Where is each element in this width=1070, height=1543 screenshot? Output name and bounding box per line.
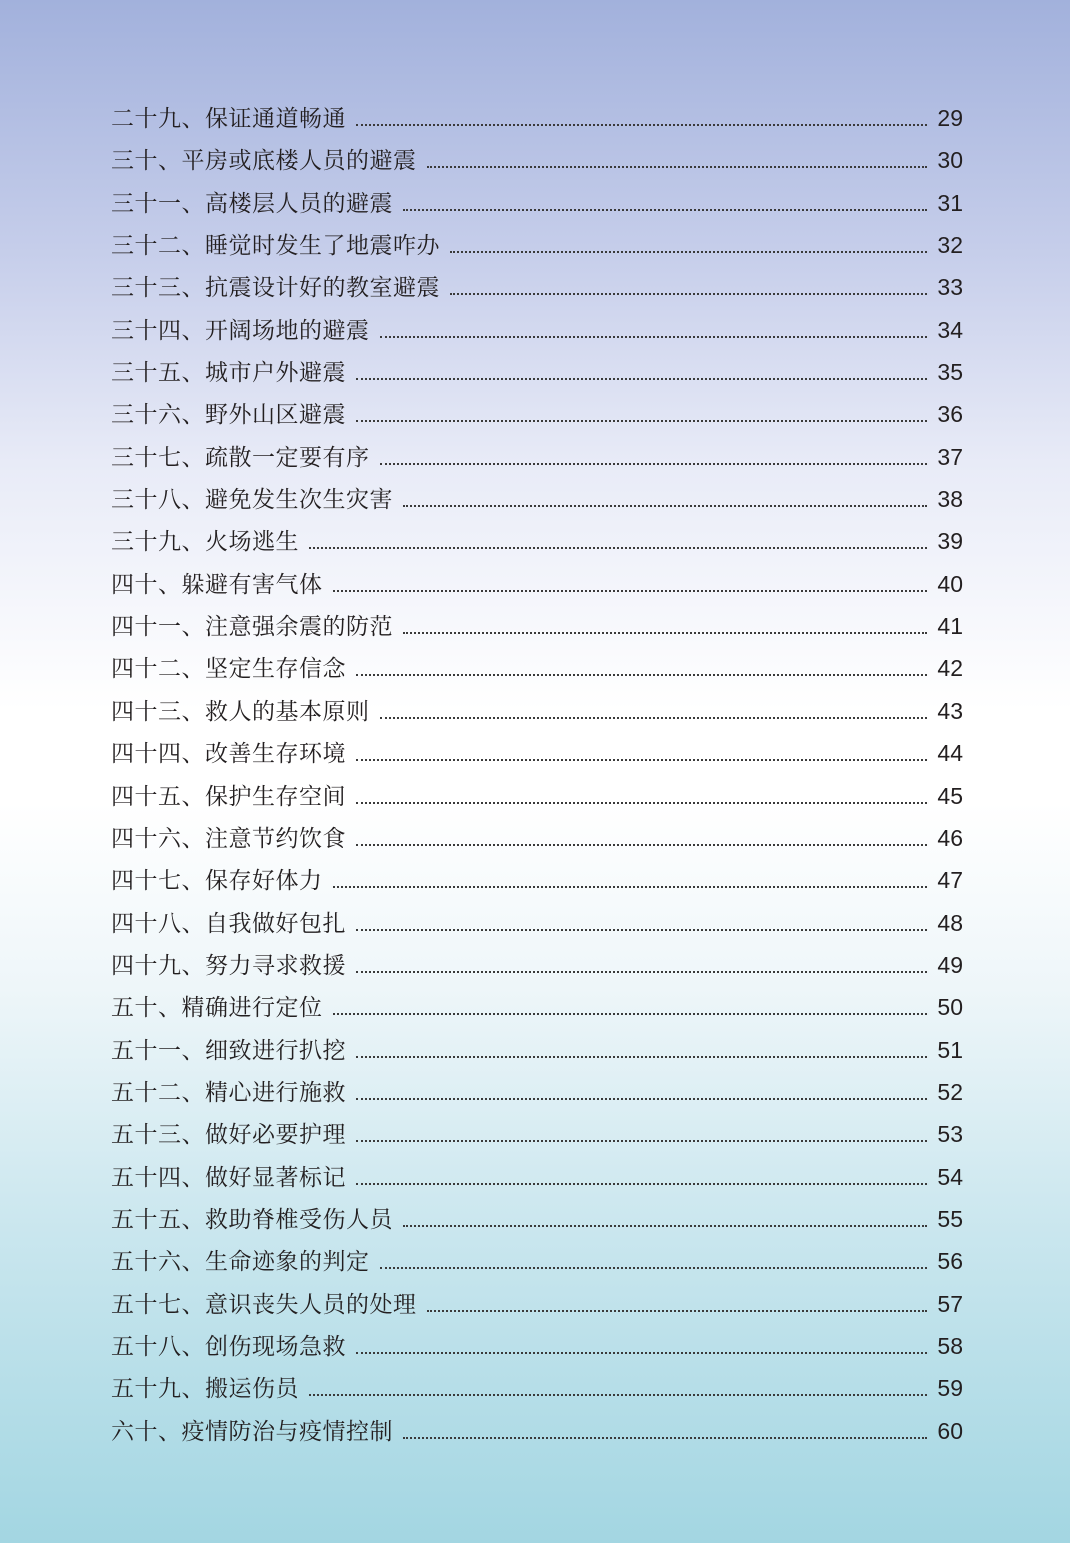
dot-leader	[356, 1140, 927, 1142]
toc-entry-title: 三十七、疏散一定要有序	[111, 444, 370, 471]
dot-leader	[403, 505, 927, 507]
toc-entry-title: 三十六、野外山区避震	[111, 402, 346, 429]
toc-entry-title: 四十六、注意节约饮食	[111, 825, 346, 852]
toc-entry-title: 三十五、城市户外避震	[111, 360, 346, 387]
toc-entry-page-number: 31	[937, 189, 963, 216]
toc-entry-title: 五十三、做好必要护理	[111, 1122, 346, 1149]
toc-entry[interactable]	[111, 309, 963, 351]
dot-leader	[333, 886, 928, 888]
toc-entry[interactable]	[111, 139, 963, 181]
dot-leader	[403, 1437, 927, 1439]
toc-entry-page-number: 37	[937, 443, 963, 470]
toc-entry-page-number: 45	[937, 782, 963, 809]
dot-leader	[356, 420, 927, 422]
toc-entry-page-number: 41	[937, 613, 963, 640]
toc-entry-page-number: 55	[937, 1205, 963, 1232]
dot-leader	[333, 1013, 928, 1015]
dot-leader	[356, 124, 927, 126]
toc-entry[interactable]	[111, 1325, 963, 1367]
dot-leader	[380, 1267, 928, 1269]
toc-entry[interactable]	[111, 690, 963, 732]
toc-entry-page-number: 34	[937, 316, 963, 343]
toc-entry-title: 四十二、坚定生存信念	[111, 656, 346, 683]
toc-entry[interactable]	[111, 1029, 963, 1071]
toc-entry-page-number: 56	[937, 1248, 963, 1275]
dot-leader	[356, 1056, 927, 1058]
toc-entry-page-number: 57	[937, 1290, 963, 1317]
toc-entry-page-number: 36	[937, 401, 963, 428]
toc-entry[interactable]	[111, 817, 963, 859]
toc-entry-page-number: 38	[937, 486, 963, 513]
dot-leader	[356, 802, 927, 804]
toc-entry[interactable]	[111, 1198, 963, 1240]
toc-entry[interactable]	[111, 563, 963, 605]
dot-leader	[403, 632, 927, 634]
toc-entry[interactable]	[111, 775, 963, 817]
toc-entry[interactable]	[111, 266, 963, 308]
dot-leader	[356, 1352, 927, 1354]
toc-entry[interactable]	[111, 732, 963, 774]
toc-entry-title: 四十、躲避有害气体	[111, 571, 323, 598]
toc-entry-page-number: 48	[937, 909, 963, 936]
toc-entry-title: 五十八、创伤现场急救	[111, 1333, 346, 1360]
dot-leader	[403, 209, 927, 211]
toc-entry-page-number: 35	[937, 359, 963, 386]
toc-entry[interactable]	[111, 1410, 963, 1452]
toc-entry-title: 三十三、抗震设计好的教室避震	[111, 275, 440, 302]
toc-entry-title: 五十六、生命迹象的判定	[111, 1249, 370, 1276]
toc-entry-page-number: 58	[937, 1332, 963, 1359]
toc-entry-page-number: 60	[937, 1417, 963, 1444]
dot-leader	[356, 378, 927, 380]
toc-entry-title: 三十二、睡觉时发生了地震咋办	[111, 233, 440, 260]
toc-entry[interactable]	[111, 859, 963, 901]
toc-entry[interactable]	[111, 902, 963, 944]
toc-entry-title: 四十八、自我做好包扎	[111, 910, 346, 937]
toc-entry-title: 四十九、努力寻求救援	[111, 952, 346, 979]
toc-entry-title: 五十五、救助脊椎受伤人员	[111, 1206, 393, 1233]
toc-entry-title: 四十一、注意强余震的防范	[111, 614, 393, 641]
toc-entry-title: 二十九、保证通道畅通	[111, 106, 346, 132]
dot-leader	[427, 1310, 928, 1312]
toc-entry[interactable]	[111, 436, 963, 478]
toc-entry-page-number: 29	[937, 105, 963, 131]
toc-entry[interactable]	[111, 224, 963, 266]
dot-leader	[380, 336, 928, 338]
table-of-contents	[111, 97, 963, 1452]
dot-leader	[380, 463, 928, 465]
toc-entry-page-number: 47	[937, 867, 963, 894]
dot-leader	[356, 971, 927, 973]
dot-leader	[380, 717, 928, 719]
toc-entry-title: 五十七、意识丧失人员的处理	[111, 1291, 417, 1318]
toc-entry[interactable]	[111, 1071, 963, 1113]
toc-entry-title: 三十一、高楼层人员的避震	[111, 190, 393, 217]
dot-leader	[356, 1098, 927, 1100]
toc-entry[interactable]	[111, 393, 963, 435]
toc-entry-page-number: 51	[937, 1036, 963, 1063]
toc-entry[interactable]	[111, 97, 963, 139]
toc-entry-page-number: 39	[937, 528, 963, 555]
toc-entry-page-number: 33	[937, 274, 963, 301]
toc-entry[interactable]	[111, 986, 963, 1028]
toc-entry-title: 四十三、救人的基本原则	[111, 698, 370, 725]
toc-entry-page-number: 50	[937, 994, 963, 1021]
toc-entry[interactable]	[111, 944, 963, 986]
toc-entry-title: 四十四、改善生存环境	[111, 741, 346, 768]
dot-leader	[356, 759, 927, 761]
toc-entry-title: 六十、疫情防治与疫情控制	[111, 1418, 393, 1445]
toc-entry-title: 四十七、保存好体力	[111, 868, 323, 895]
dot-leader	[427, 166, 928, 168]
toc-entry[interactable]	[111, 351, 963, 393]
toc-entry[interactable]	[111, 520, 963, 562]
dot-leader	[309, 1394, 927, 1396]
toc-entry-page-number: 32	[937, 232, 963, 259]
toc-entry-page-number: 44	[937, 740, 963, 767]
toc-entry-title: 四十五、保护生存空间	[111, 783, 346, 810]
toc-entry-page-number: 30	[937, 147, 963, 174]
toc-entry[interactable]	[111, 1367, 963, 1409]
toc-entry-title: 三十八、避免发生次生灾害	[111, 487, 393, 514]
toc-entry[interactable]	[111, 605, 963, 647]
toc-entry-page-number: 59	[937, 1375, 963, 1402]
toc-entry[interactable]	[111, 1283, 963, 1325]
toc-entry[interactable]	[111, 1156, 963, 1198]
toc-entry-title: 五十二、精心进行施救	[111, 1079, 346, 1106]
toc-entry-page-number: 52	[937, 1078, 963, 1105]
toc-entry-title: 三十九、火场逃生	[111, 529, 299, 556]
dot-leader	[450, 293, 927, 295]
toc-entry-page-number: 46	[937, 824, 963, 851]
toc-entry-title: 三十、平房或底楼人员的避震	[111, 148, 417, 175]
dot-leader	[309, 547, 927, 549]
toc-entry-title: 五十、精确进行定位	[111, 995, 323, 1022]
dot-leader	[356, 844, 927, 846]
toc-entry-page-number: 49	[937, 951, 963, 978]
toc-entry-page-number: 40	[937, 570, 963, 597]
toc-entry-title: 五十一、细致进行扒挖	[111, 1037, 346, 1064]
dot-leader	[333, 590, 928, 592]
toc-entry[interactable]	[111, 478, 963, 520]
dot-leader	[356, 674, 927, 676]
toc-entry[interactable]	[111, 647, 963, 689]
dot-leader	[356, 929, 927, 931]
toc-entry-title: 三十四、开阔场地的避震	[111, 317, 370, 344]
toc-entry-title: 五十九、搬运伤员	[111, 1376, 299, 1403]
toc-entry[interactable]	[111, 1113, 963, 1155]
toc-entry-title: 五十四、做好显著标记	[111, 1164, 346, 1191]
toc-entry-page-number: 43	[937, 697, 963, 724]
dot-leader	[450, 251, 927, 253]
dot-leader	[356, 1183, 927, 1185]
toc-entry-page-number: 42	[937, 655, 963, 682]
toc-entry-page-number: 53	[937, 1121, 963, 1148]
dot-leader	[403, 1225, 927, 1227]
toc-entry[interactable]	[111, 182, 963, 224]
toc-entry-page-number: 54	[937, 1163, 963, 1190]
toc-entry[interactable]	[111, 1240, 963, 1282]
